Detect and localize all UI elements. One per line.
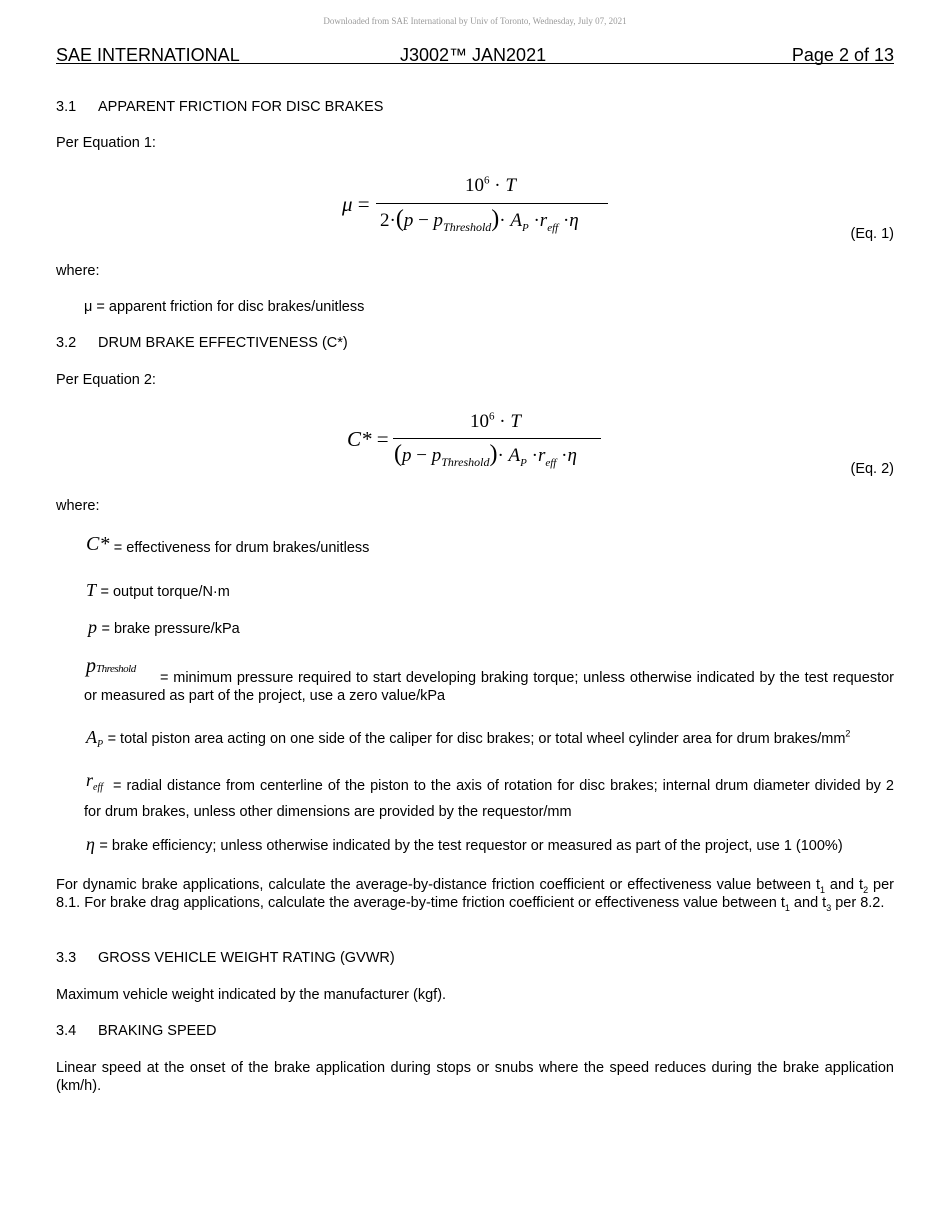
definition-piston-area: $A_P$ = total piston area acting on one side of the caliper for disc brakes; or total wheel cylinder area for drum brakes/$mm^2$ (86, 727, 851, 751)
eq2-fraction-bar (393, 438, 601, 439)
eq2-numerator: $10^6 \cdot T$ (470, 410, 521, 432)
eq1-numerator: $10^6 \cdot T$ (465, 174, 516, 196)
definition-mu: μ = apparent friction for disc brakes/unitless (84, 299, 365, 315)
eq1-tag: (Eq. 1) (850, 226, 894, 242)
eq1-fraction-bar (376, 203, 608, 204)
pressure-symbol: p (88, 617, 97, 637)
eq1-denominator: $2\cdot(p - p_{Threshold})\cdot A_P \cdot r_{eff} \cdot\eta$ (380, 206, 579, 234)
header-page-number: Page 2 of 13 (791, 45, 894, 65)
section-3-4-number: 3.4 (56, 1023, 77, 1039)
definition-efficiency: η = brake efficiency; unless otherwise indicated by the test requestor or measured as part of the project, use 1 (100%) (86, 834, 843, 854)
dynamic-brake-paragraph: For dynamic brake applications, calculate the average-by-distance friction coefficient or effectiveness value between $t_1$ and $t_2$ per 8.1. For brake drag applications, calculate the average-by-time friction coefficient or effectiveness value between $t_1$ and $t_3$ per 8.2. (56, 877, 894, 913)
header-rule (56, 63, 894, 64)
definition-pressure: p = brake pressure/kPa (88, 617, 240, 637)
definition-pressure-threshold: = minimum pressure required to start developing braking torque; unless otherwise indicated by the test requestor or measured as part of the project, use a zero value/kPa (84, 670, 894, 704)
section-3-2-intro: Per Equation 2: (56, 372, 156, 388)
torque-symbol: T (86, 580, 97, 600)
section-3-4-body: Linear speed at the onset of the brake application during stops or snubs where the speed reduces during the brake application (km/h). (56, 1060, 894, 1094)
section-3-1-where: where: (56, 263, 100, 279)
eq2-denominator: $(p - p_{Threshold})\cdot A_P \cdot r_{eff} \cdot\eta$ (394, 441, 577, 469)
definition-torque: T = output torque/N·m (86, 580, 230, 600)
section-3-3-number: 3.3 (56, 950, 77, 966)
eq2-tag: (Eq. 2) (850, 461, 894, 477)
definition-radius: = radial distance from centerline of the piston to the axis of rotation for disc brakes; internal drum diameter divided by 2 for drum brakes, unless other dimensions are provided by the requestor/mm (84, 778, 894, 820)
section-3-1-number: 3.1 (56, 99, 77, 115)
section-3-1-title: APPARENT FRICTION FOR DISC BRAKES (98, 99, 384, 115)
header-org: SAE INTERNATIONAL (56, 45, 240, 65)
section-3-2-where: where: (56, 498, 100, 514)
section-3-1-intro: Per Equation 1: (56, 135, 156, 151)
section-3-2-title: DRUM BRAKE EFFECTIVENESS (C*) (98, 335, 348, 351)
section-3-3-title: GROSS VEHICLE WEIGHT RATING (GVWR) (98, 950, 395, 966)
cstar-symbol: C* (86, 533, 110, 555)
definition-pressure-threshold-symbol: pThreshold (86, 655, 136, 677)
eq1-lhs: μ (342, 192, 353, 216)
section-3-3-body: Maximum vehicle weight indicated by the manufacturer (kgf). (56, 987, 447, 1003)
definition-radius-symbol: $r_{eff}$ (86, 770, 104, 794)
header-doc-id: J3002™ JAN2021 (400, 45, 547, 65)
definition-cstar: C* = effectiveness for drum brakes/unitless (86, 533, 370, 556)
eq2-lhs: C* (347, 427, 372, 451)
section-3-4-title: BRAKING SPEED (98, 1023, 217, 1039)
download-watermark: Downloaded from SAE International by Univ of Toronto, Wednesday, July 07, 2021 (323, 16, 627, 26)
section-3-2-number: 3.2 (56, 335, 77, 351)
